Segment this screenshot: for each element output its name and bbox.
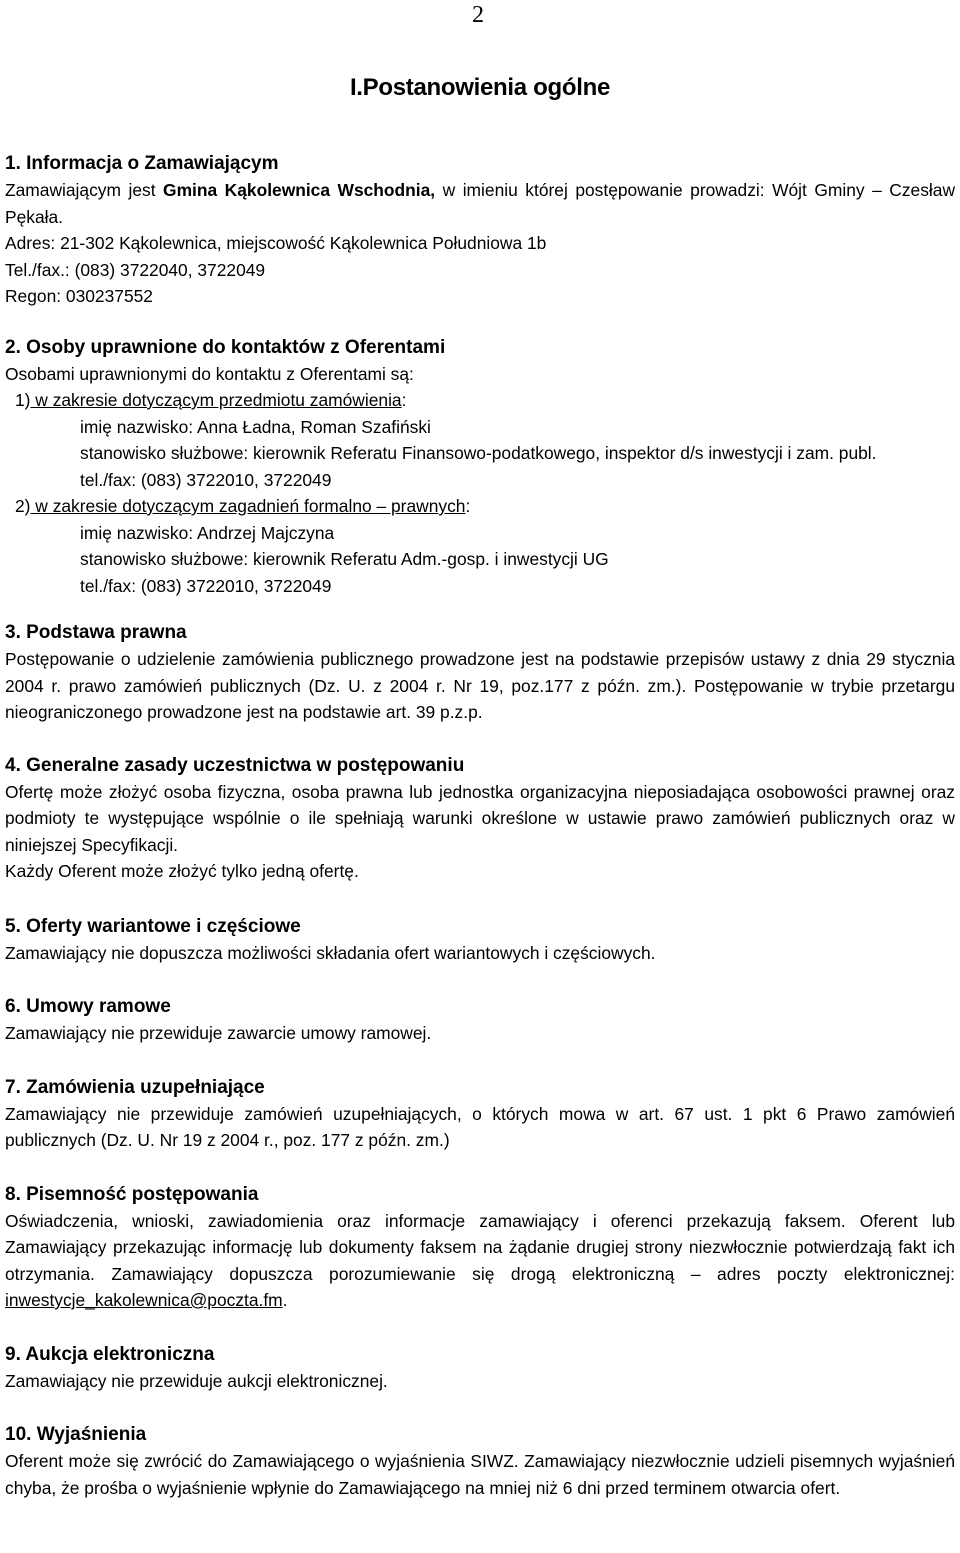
contact-item-2-name: imię nazwisko: Andrzej Majczyna xyxy=(80,522,335,543)
authority-name: Gmina Kąkolewnica Wschodnia, xyxy=(163,180,436,200)
contact-item-2-label xyxy=(5,493,955,520)
section-supplementary-orders xyxy=(5,1074,955,1154)
section-clarifications xyxy=(5,1421,955,1501)
section-paragraph: Zamawiający nie przewiduje zawarcie umowy ramowej. xyxy=(5,1023,432,1043)
item-label: w zakresie dotyczącym przedmiotu zamówienia xyxy=(30,390,402,410)
telfax-line: Tel./fax.: (083) 3722040, 3722049 xyxy=(5,259,266,280)
section-paragraph: Ofertę może złożyć osoba fizyczna, osoba prawna lub jednostka organizacyjna nieposiadająca osobowości prawnej oraz podmioty te występujące wspólnie o ile spełniają warunki określone w ustawie prawo zamówień publicznych oraz w niniejszej Specyfikacji. xyxy=(5,781,955,855)
text-run: : xyxy=(401,390,407,410)
section-paragraph: Osobami uprawnionymi do kontaktu z Oferentami są: xyxy=(5,363,414,384)
item-number: 2) xyxy=(15,496,31,516)
section-paragraph: Oferent może się zwrócić do Zamawiającego o wyjaśnienia SIWZ. Zamawiający niezwłocznie udzieli pisemnych wyjaśnień chyba, że prośba o wyjaśnienie wpłynie do Zamawiającego na mniej niż 6 dni przed terminem otwarcia ofert. xyxy=(5,1451,955,1498)
section-heading: 9. Aukcja elektroniczna xyxy=(5,1343,215,1365)
document-body xyxy=(5,150,955,1521)
section-heading: 7. Zamówienia uzupełniające xyxy=(5,1076,265,1098)
regon-line: Regon: 030237552 xyxy=(5,286,153,306)
text-run: w imieniu której postępowanie prowadzi: Wójt Gminy – Czesław Pękała. xyxy=(5,180,956,227)
section-heading: 5. Oferty wariantowe i częściowe xyxy=(5,915,301,937)
contact-item-2-tel: tel./fax: (083) 3722010, 3722049 xyxy=(80,575,332,596)
contact-item-1-label xyxy=(5,387,955,414)
section-heading: 1. Informacja o Zamawiającym xyxy=(5,153,279,174)
section-paragraph xyxy=(5,177,955,230)
section-paragraph: Każdy Oferent może złożyć tylko jedną ofertę. xyxy=(5,861,359,881)
contact-item-1-name: imię nazwisko: Anna Ładna, Roman Szafiński xyxy=(80,416,431,437)
section-paragraph: Zamawiający nie dopuszcza możliwości składania ofert wariantowych i częściowych. xyxy=(5,942,656,963)
address-line: Adres: 21-302 Kąkolewnica, miejscowość Kąkolewnica Południowa 1b xyxy=(5,233,547,253)
document-title: I.Postanowienia ogólne xyxy=(349,74,611,101)
section-paragraph: Postępowanie o udzielenie zamówienia publicznego prowadzone jest na podstawie przepisów ustawy z dnia 29 stycznia 2004 r. prawo zamówień publicznych (Dz. U. z 2004 r. Nr 19, poz.177 z późn. zm.). Postępowanie w trybie przetargu nieograniczonego prowadzone jest na podstawie art. 39 p.z.p. xyxy=(5,649,955,722)
section-heading: 4. Generalne zasady uczestnictwa w postępowaniu xyxy=(5,754,465,776)
item-number: 1) xyxy=(15,390,31,410)
section-paragraph: Zamawiający nie przewiduje aukcji elektronicznej. xyxy=(5,1370,388,1391)
text-run: . xyxy=(282,1290,288,1310)
page-number: 2 xyxy=(472,2,484,28)
section-written-form xyxy=(5,1181,955,1314)
section-heading: 6. Umowy ramowe xyxy=(5,996,171,1017)
section-legal-basis xyxy=(5,619,955,726)
section-paragraph: Zamawiający nie przewiduje zamówień uzupełniających, o których mowa w art. 67 ust. 1 pkt 6 Prawo zamówień publicznych (Dz. U. Nr 19 z 2004 r., poz. 177 z późn. zm.) xyxy=(5,1103,955,1150)
section-paragraph xyxy=(5,1208,955,1314)
section-variant-offers xyxy=(5,913,955,967)
text-run: : xyxy=(465,496,471,516)
contact-item-1-tel: tel./fax: (083) 3722010, 3722049 xyxy=(80,469,332,490)
section-electronic-auction xyxy=(5,1341,955,1395)
section-contact-persons xyxy=(5,334,955,600)
text-run: Oświadczenia, wnioski, zawiadomienia oraz informacje zamawiający i oferenci przekazują faksem. Oferent lub Zamawiający przekazując informację lub dokumenty faksem na żądanie drugiej strony niezwłocznie potwierdzają fakt ich otrzymania. Zamawiający dopuszcza porozumiewanie się drogą elektroniczną – adres poczty elektronicznej: xyxy=(5,1210,955,1284)
email-link[interactable]: inwestycje_kakolewnica@poczta.fm xyxy=(5,1290,283,1310)
section-contracting-authority xyxy=(5,150,955,310)
contact-item-1-position: stanowisko służbowe: kierownik Referatu Finansowo-podatkowego, inspektor d/s inwestycji i zam. publ. xyxy=(80,443,877,463)
section-participation-rules xyxy=(5,752,955,885)
section-framework-agreements xyxy=(5,993,955,1047)
section-heading: 8. Pisemność postępowania xyxy=(5,1183,259,1205)
item-label: w zakresie dotyczącym zagadnień formalno – prawnych xyxy=(30,496,466,516)
section-heading: 2. Osoby uprawnione do kontaktów z Oferentami xyxy=(5,336,446,358)
contact-item-2-position: stanowisko służbowe: kierownik Referatu Adm.-gosp. i inwestycji UG xyxy=(80,549,609,569)
section-heading: 10. Wyjaśnienia xyxy=(5,1424,147,1445)
text-run: Zamawiającym jest xyxy=(5,180,164,200)
section-heading: 3. Podstawa prawna xyxy=(5,622,187,643)
